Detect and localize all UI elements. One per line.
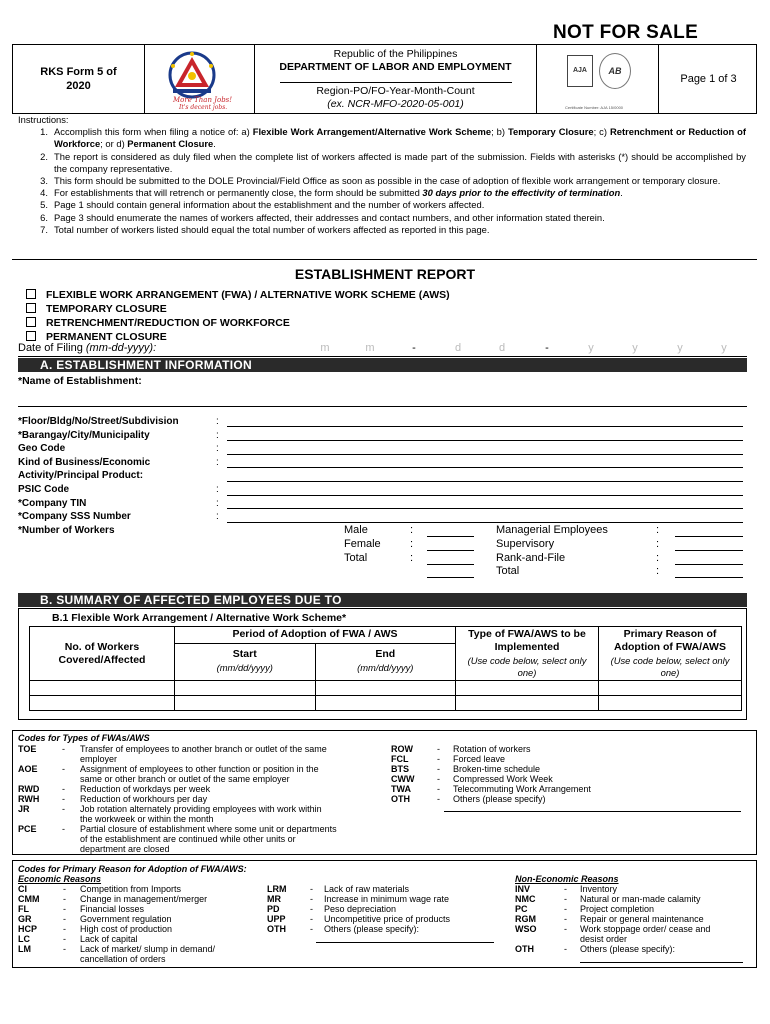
psic-code-label: PSIC Code <box>18 483 70 495</box>
checkbox-retrenchment[interactable]: RETRENCHMENT/REDUCTION OF WORKFORCE <box>26 316 450 330</box>
instruction-item: 4. For establishments that will retrench or permanently close, the form should be submitted 30 days prior to the effectivity of termination. <box>40 187 623 199</box>
fwa-cell[interactable] <box>315 681 456 696</box>
fwa-cell[interactable] <box>456 696 599 711</box>
logo-tagline-1: More Than Jobs! <box>173 96 233 104</box>
non-economic-reasons-title: Non-Economic Reasons <box>515 874 619 884</box>
fwa-cell[interactable] <box>175 696 316 711</box>
types-others-field[interactable] <box>444 811 741 812</box>
not-for-sale-stamp: NOT FOR SALE <box>553 22 699 43</box>
col-reason-header: Primary Reason of Adoption of FWA/AWS (Use code below, select only one) <box>599 627 742 681</box>
dole-logo <box>145 45 255 113</box>
date-of-filing <box>18 342 748 356</box>
aja-cert-logo: AJA <box>567 55 593 87</box>
establishment-fields-labels <box>18 415 179 537</box>
economic-reasons-col2: LRM - Lack of raw materials MR - Increase in minimum wage rate PD - Peso depreciation UPP - Uncompetitive price of products OTH - Others (please specify): <box>267 884 451 934</box>
cert-number: Certificate Number: AJA 15/0000 <box>565 105 624 110</box>
section-a-header: A. ESTABLISHMENT INFORMATION <box>18 358 747 372</box>
col-end-header: End <box>315 644 456 661</box>
total-label: Total <box>344 551 368 564</box>
establishment-name-label: *Name of Establishment: <box>18 375 142 387</box>
date-slot[interactable]: y <box>721 342 727 354</box>
date-of-filing-input[interactable] <box>304 342 748 356</box>
start-date-format: (mm/dd/yyyy) <box>175 661 316 681</box>
date-slot[interactable]: y <box>588 342 594 354</box>
col-period-header: Period of Adoption of FWA / AWS <box>175 627 456 644</box>
checkbox-icon[interactable] <box>26 331 36 341</box>
managerial-label: Managerial Employees <box>496 524 608 536</box>
department-cell <box>255 45 537 113</box>
reference-number-line[interactable] <box>280 82 512 83</box>
form-name-line2: 2020 <box>66 80 91 92</box>
geo-code-label: Geo Code <box>18 443 66 455</box>
barangay-field[interactable] <box>227 440 743 441</box>
codes-types-title: Codes for Types of FWAs/AWS <box>18 733 150 743</box>
report-type-checklist <box>26 288 450 344</box>
checkbox-icon[interactable] <box>26 303 36 313</box>
region-format-label: Region-PO/FO-Year-Month-Count <box>316 85 475 97</box>
supervisory-label: Supervisory <box>496 537 555 550</box>
form-name-line1: RKS Form 5 of <box>40 66 117 78</box>
instruction-item: 5. Page 1 should contain general information about the establishment and the number of workers affected. <box>40 199 485 211</box>
checkbox-permanent-closure[interactable]: PERMANENT CLOSURE <box>26 330 450 344</box>
principal-product-label: Activity/Principal Product: <box>18 470 144 482</box>
instructions-title: Instructions: <box>18 114 69 125</box>
male-label: Male <box>344 524 368 536</box>
checkbox-fwa[interactable]: FLEXIBLE WORK ARRANGEMENT (FWA) / ALTERNATIVE WORK SCHEME (AWS) <box>26 288 450 302</box>
date-slot[interactable]: m <box>320 342 330 354</box>
workers-gender-colons: : : : <box>410 524 414 564</box>
department-label: DEPARTMENT OF LABOR AND EMPLOYMENT <box>279 61 512 73</box>
checkbox-temporary-closure[interactable]: TEMPORARY CLOSURE <box>26 302 450 316</box>
date-of-filing-label: Date of Filing <box>18 342 83 354</box>
female-count-field[interactable] <box>427 550 474 551</box>
section-b-header: B. SUMMARY OF AFFECTED EMPLOYEES DUE TO <box>18 593 747 607</box>
fwa-cell[interactable] <box>315 696 456 711</box>
geo-code-field[interactable] <box>227 454 743 455</box>
instruction-item: 6. Page 3 should enumerate the names of workers affected, their addresses and contact numbers, and other information stated therein. <box>40 211 605 223</box>
certification-cell <box>537 45 659 113</box>
principal-product-field[interactable] <box>227 481 743 482</box>
date-slot[interactable]: d <box>454 342 462 354</box>
date-slot[interactable]: d <box>498 342 506 354</box>
codes-types-right: ROW - Rotation of workers FCL - Forced leave BTS - Broken-time schedule CWW - Compressed Work Week TWA - Telecommuting Work Arrangement OTH - Others (please specify) <box>391 744 591 804</box>
level-total-label: Total <box>496 565 520 578</box>
male-count-field[interactable] <box>427 536 474 537</box>
workers-gender-labels <box>344 524 381 565</box>
col-workers-header: No. of Workers Covered/Affected <box>30 627 175 681</box>
non-economic-others-field[interactable] <box>580 962 743 963</box>
supervisory-count-field[interactable] <box>675 550 743 551</box>
fwa-cell[interactable] <box>456 681 599 696</box>
instruction-item: 7. Total number of workers listed should equal the total number of workers affected as reported in this page. <box>40 223 490 235</box>
field-colons: : : : : : : : <box>216 416 219 523</box>
codes-types-left: TOE - Transfer of employees to another branch or outlet of the same employer AOE - Assignment of employees to other function or position in the same or other branch or outlet of the same employer RWD - Reduction of workdays per week RWH - Reduction of workhours per day JR - Job rotation alternately providing employees with work within the workweek or within the month PCE - Partial closure of establishment where some unit or departments of the establishment are continued while other units or department are closed <box>18 744 337 854</box>
page-number: Page 1 of 3 <box>680 73 737 85</box>
economic-others-field[interactable] <box>316 942 494 943</box>
female-label: Female <box>344 537 381 550</box>
fwa-cell[interactable] <box>175 681 316 696</box>
company-sss-field[interactable] <box>227 522 743 523</box>
economic-reasons-col1: CI - Competition from Imports CMM - Change in management/merger FL - Financial losses GR - Government regulation HCP - High cost of production LC - Lack of capital LM - Lack of market/ slump in demand/ cancellation of orders <box>18 884 216 964</box>
end-date-format: (mm/dd/yyyy) <box>315 661 456 681</box>
divider <box>12 259 757 260</box>
date-format-label: (mm-dd-yyyy): <box>85 342 157 354</box>
address-label: *Floor/Bldg/No/Street/Subdivision <box>18 416 179 427</box>
codes-reasons-title: Codes for Primary Reason for Adoption of FWA/AWS: <box>18 864 247 874</box>
col-type-header: Type of FWA/AWS to be Implemented (Use code below, select only one) <box>456 627 599 681</box>
non-economic-reasons: INV - Inventory NMC - Natural or man-made calamity PC - Project completion RGM - Repair or general maintenance WSO - Work stoppage order/ cease and desist order OTH - Others (please specify): <box>515 884 711 954</box>
level-total-count-field[interactable] <box>675 577 743 578</box>
fwa-table <box>29 626 742 711</box>
company-tin-label: *Company TIN <box>18 497 87 509</box>
form-header <box>12 44 757 114</box>
form-id-cell <box>13 45 145 113</box>
republic-label: Republic of the Philippines <box>333 48 458 60</box>
logo-tagline-2: It's decent jobs. <box>179 104 228 111</box>
fwa-cell[interactable] <box>599 681 742 696</box>
fwa-cell[interactable] <box>30 696 175 711</box>
instructions <box>18 114 746 236</box>
psic-code-field[interactable] <box>227 495 743 496</box>
address-field[interactable] <box>227 426 743 427</box>
total-count-field[interactable] <box>427 564 474 565</box>
workers-level-labels <box>496 524 608 579</box>
date-slot[interactable]: y <box>677 342 683 354</box>
instruction-item: 3. This form should be submitted to the DOLE Provincial/Field Office as soon as possible in the case of adoption of flexible work arrangement or temporary closure. <box>40 175 721 187</box>
company-tin-field[interactable] <box>227 508 743 509</box>
company-sss-label: *Company SSS Number <box>18 511 131 523</box>
divider <box>18 356 747 357</box>
region-example-label: (ex. NCR-MFO-2020-05-001) <box>327 98 464 110</box>
number-of-workers-label: *Number of Workers <box>18 524 115 536</box>
fwa-cell[interactable] <box>30 681 175 696</box>
ab-cert-logo: AB <box>599 53 631 89</box>
report-title: ESTABLISHMENT REPORT <box>294 266 476 282</box>
rank-and-file-label: Rank-and-File <box>496 551 566 564</box>
date-slot[interactable]: y <box>632 342 638 354</box>
checkbox-icon[interactable] <box>26 317 36 327</box>
date-separator: - <box>412 342 416 354</box>
checkbox-icon[interactable] <box>26 289 36 299</box>
fwa-cell[interactable] <box>599 696 742 711</box>
kind-of-business-label: Kind of Business/Economic <box>18 456 151 468</box>
b1-title: B.1 Flexible Work Arrangement / Alternative Work Scheme* <box>52 612 347 624</box>
barangay-label: *Barangay/City/Municipality <box>18 429 150 441</box>
instruction-item: 1. Accomplish this form when filing a notice of: a) Flexible Work Arrangement/Alternative Work Scheme; b) Temporary Closure; c) Retrenchment or Reduction of Workforce; or d) Permanent Closure. <box>40 126 746 150</box>
instruction-item: 2. The report is considered as duly filed when the complete list of workers affected is made part of the submission. Fields with asterisks (*) should be accomplished by the company representative. <box>40 150 746 174</box>
kind-of-business-field[interactable] <box>227 467 743 468</box>
date-separator: - <box>545 342 549 354</box>
workers-level-colons: : : : : <box>656 524 660 578</box>
col-start-header: Start <box>175 644 316 661</box>
managerial-count-field[interactable] <box>675 536 743 537</box>
rank-and-file-count-field[interactable] <box>675 564 743 565</box>
economic-reasons-title: Economic Reasons <box>18 874 102 884</box>
establishment-name-field[interactable] <box>18 406 747 407</box>
extra-count-field[interactable] <box>427 577 474 578</box>
date-slot[interactable]: m <box>365 342 375 354</box>
